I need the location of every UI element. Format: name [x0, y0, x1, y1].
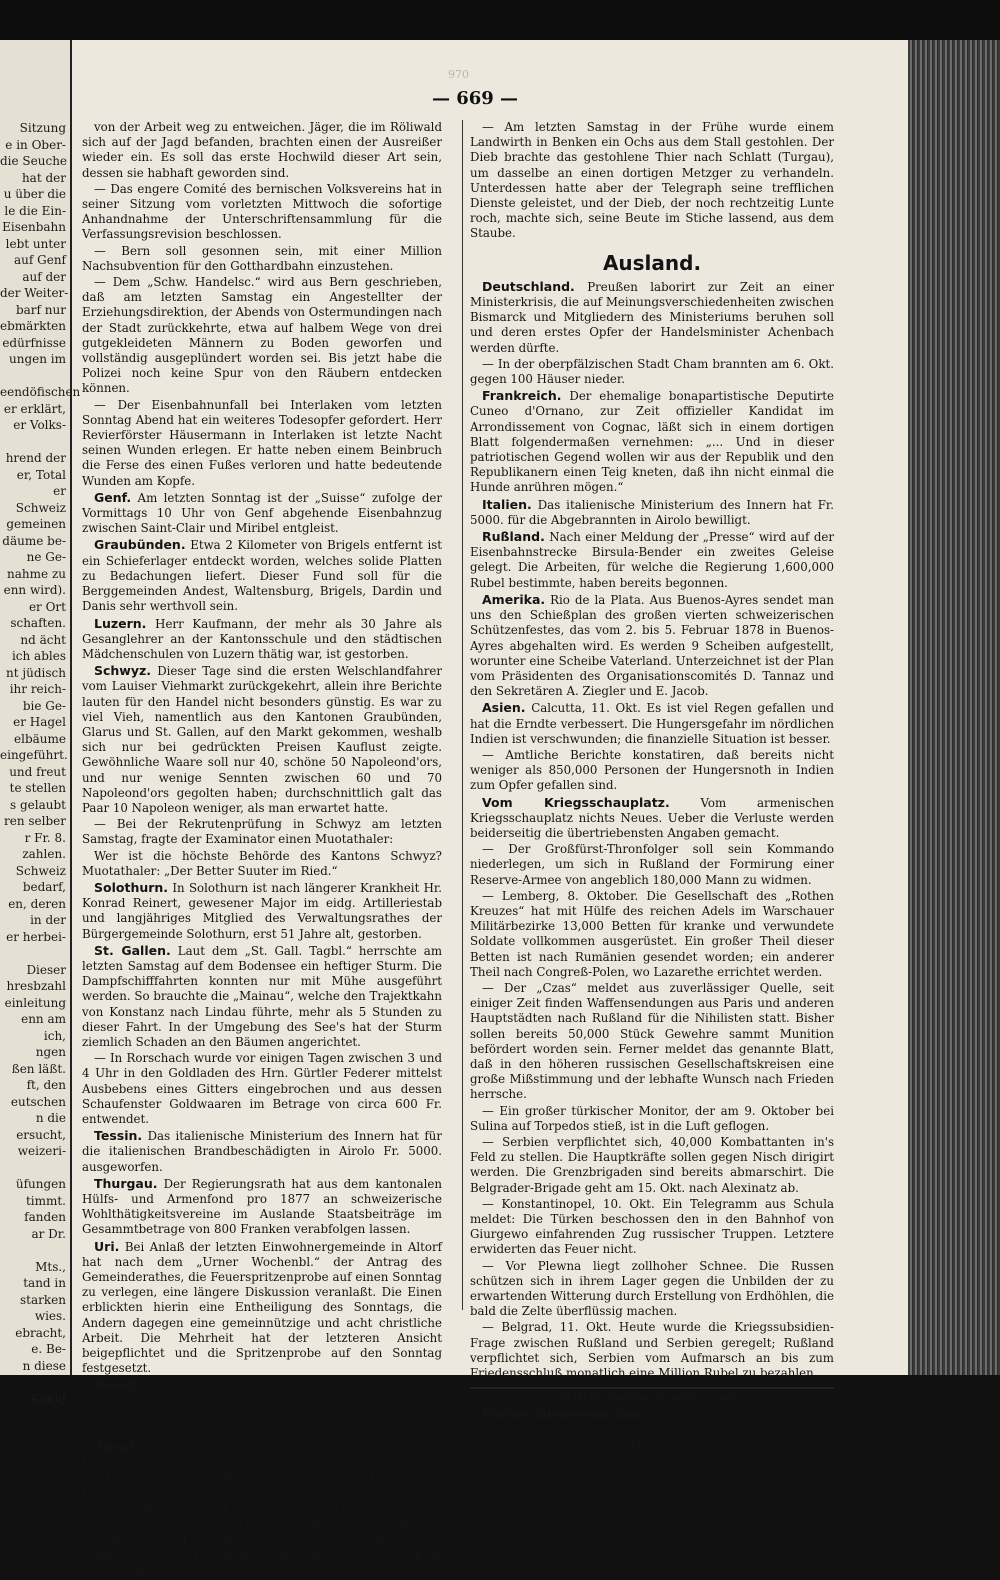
article-text: — Der Großfürst-Thronfolger soll sein Kommando niederlegen, um sich in Rußland der Formirung einer Reserve-Armee von angeblich 180,000 Mann zu widmen.: [470, 842, 834, 887]
article-paragraph: [82, 1239, 442, 1377]
article-heading: Luzern.: [94, 615, 147, 631]
cut-column-line: barf nur: [15, 302, 66, 317]
cut-column-line: wies.: [34, 1309, 66, 1323]
article-heading: Zürich.: [94, 1440, 144, 1456]
article-heading: St. Gallen.: [94, 942, 171, 958]
cut-column-line: und freut: [9, 764, 66, 779]
cut-column-line: däume be-: [2, 533, 66, 548]
article-paragraph: [470, 1104, 834, 1134]
cut-column-line: r Fr. 8.: [24, 830, 66, 845]
right-column: [470, 120, 834, 1478]
cut-column-line: ebracht,: [15, 1325, 66, 1340]
article-paragraph: [82, 1051, 442, 1127]
cut-off-column: [0, 120, 81, 1407]
article-text: — Am letzten Samstag in der Frühe wurde einem Landwirth in Benken ein Ochs aus dem Stall gestohlen. Der Dieb brachte das gestohlene Thier nach Schlatt (Turgau), um dasselbe an einen dortigen Metzger zu verhandeln. Unterdessen hatte aber der Telegraph seine trefflichen Dienste geleistet, und der Dieb, der noch rechtzeitig Lunte roch, machte sich, seine Beute im Stiche lassend, aus dem Staube.: [470, 120, 834, 241]
weather-report: [470, 1408, 834, 1477]
article-heading: Italien.: [482, 496, 532, 512]
cut-column-line: [0, 1374, 66, 1391]
article-text: Der Regierungsrath hat aus dem kantonalen Hülfs- und Armenfond pro 1877 an schweizerische Wohlthätigkeitsvereine im Auslande Staatsbeiträge im Gesammtbetrage von 800 Franken verabfolgen lassen.: [82, 1176, 442, 1237]
article-heading: Uri.: [94, 1238, 120, 1254]
article-paragraph: [82, 1440, 442, 1502]
article-paragraph: [470, 1320, 834, 1381]
article-paragraph: [82, 1503, 442, 1579]
article-paragraph: [470, 842, 834, 888]
article-heading: Tessin.: [94, 1128, 143, 1144]
cut-column-line: weizeri-: [17, 1144, 66, 1158]
cut-column-line: le die Ein-: [4, 203, 66, 218]
cut-column-line: ne Ge-: [26, 550, 66, 564]
cut-column-line: Eisenbahn: [2, 220, 66, 234]
cut-column-line: nt jüdisch: [6, 665, 66, 680]
cut-column-line: bedarf,: [22, 880, 66, 894]
article-paragraph: [470, 1197, 834, 1258]
weather-divider: [470, 1387, 834, 1389]
weather-head: Pariser Observatorium: [482, 1407, 642, 1423]
cut-column-line: e. Be-: [31, 1342, 66, 1356]
cut-column-line: [0, 368, 66, 385]
article-text: Am 9. d. Mts. soll Prinz Napoleon, von Rouher begleitet, von Bern kommend nach Genf gereist sein. Auch der Erzherzog Rudolf von Oesterreich hält sich in der Schweiz auf.: [82, 1378, 442, 1439]
left-column: [82, 120, 442, 1580]
cut-column-line: starken: [20, 1292, 66, 1307]
cut-column-line: hat der: [21, 170, 66, 185]
article-heading: Thurgau.: [94, 1175, 158, 1191]
cut-column-line: [0, 434, 66, 451]
article-text: In Solothurn ist nach längerer Krankheit Hr. Konrad Reinert, gewesener Major im eidg. Artilleriestab und langjähriges Mitglied des Verwaltungsrathes der Bürgergemeinde Solothurn, erst 51 Jahre alt, gestorben.: [82, 880, 443, 941]
cut-column-line: enn am: [21, 1012, 66, 1026]
cut-column-line: ßen läßt.: [11, 1061, 66, 1076]
article-paragraph: [470, 529, 834, 591]
article-text: Der ehemalige bonapartistische Deputirte Cuneo d'Ornano, zur Zeit offizieller Kandidat im Arrondissement von Cognac, läßt sich in einem dortigen Blatt folgendermaßen vernehmen: „... Und in dieser patriotischen Gegend wollen wir aus der Republik und den Republikanern einen Teig kneten, daß ihn nicht einmal die Hunde anrühren mögen.“: [470, 389, 835, 495]
cut-column-line: enn wird).: [3, 583, 66, 597]
cut-column-line: Dieser: [26, 962, 66, 977]
article-text: Bei Anlaß der letzten Einwohnergemeinde in Altorf hat nach dem „Urner Wochenbl.“ der Antrag des Gemeinderathes, die Feuerspritzenprobe auf einen Sonntag zu verlegen, eine längere Diskussion veranlaßt. Die Einen erblickten hierin eine Entheiligung des Sonntags, die Andern dagegen eine gemeinnützige und acht christliche Arbeit. Die Mehrheit hat der letzteren Ansicht beigepflichtet und die Spritzenprobe auf den Sonntag festgesetzt.: [82, 1239, 443, 1376]
article-text: — Das engere Comité des bernischen Volksvereins hat in seiner Sitzung vom vorletzten Mittwoch die sofortige Anhandnahme der Unterschriftensammlung für die Verfassungsrevision beschlossen.: [82, 181, 442, 242]
cut-column-line: Mts.,: [35, 1259, 66, 1274]
cut-column-line: er erklärt,: [3, 401, 66, 416]
bleed-through-text: 970: [448, 68, 469, 81]
article-heading: Genf.: [94, 489, 132, 505]
article-paragraph: [82, 1128, 442, 1175]
article-paragraph: [82, 817, 442, 847]
article-paragraph: [82, 275, 442, 397]
article-paragraph: [470, 388, 834, 495]
article-heading: Vom Kriegsschauplatz.: [482, 794, 670, 810]
cut-column-line: zahlen.: [22, 847, 66, 861]
article-text: Nach einer Meldung der „Presse“ wird auf der Eisenbahnstrecke Birsula-Bender ein zweites Geleise gelegt. Die Arbeiten, für welche die Regierung 1,600,000 Rubel bestimmte, haben bereits begonnen.: [470, 530, 835, 590]
article-text: Der ungetreue Dienstmann, der mit den 10,000 Fr. der Weisenbank in Zürich das Weite suchen wollte, ist ein Kaspar Müller von Hittnau und war früher Buchbinder. Fr. 2500. hat die Bank bis jetzt noch nicht zurückerhalten.: [82, 1441, 443, 1501]
article-heading: Frankreich.: [482, 388, 562, 404]
cut-column-line: der Weiter-: [0, 286, 69, 300]
cut-column-line: s gelaubt: [10, 797, 66, 812]
article-paragraph: [82, 490, 442, 537]
cut-column-line: en, deren: [8, 896, 66, 911]
article-text: — Ein großer türkischer Monitor, der am 9. Oktober bei Sulina auf Torpedos stieß, ist in die Luft geflogen.: [470, 1103, 834, 1133]
article-paragraph: [82, 616, 442, 663]
cut-column-line: gemeinen: [6, 517, 66, 531]
article-paragraph: [82, 943, 442, 1050]
article-heading: Rußland.: [482, 529, 545, 545]
article-text: Preußen laborirt zur Zeit an einer Ministerkrisis, die auf Meinungsverschiedenheiten zwischen Bismarck und Mitgliedern des Ministeriums beruhen soll und deren erstes Opfer der Handelsminister Achenbach werden dürfte.: [470, 279, 834, 355]
cut-column-line: lebt unter: [5, 236, 66, 251]
article-heading: Asien.: [482, 700, 526, 716]
cut-column-line: fanden: [24, 1210, 66, 1224]
article-paragraph: [470, 981, 834, 1103]
cut-column-line: te stellen: [9, 781, 66, 795]
cut-column-line: er Volks-: [13, 418, 66, 432]
article-paragraph: [82, 663, 442, 816]
cut-column-line: eingeführt.: [0, 748, 68, 762]
cut-column-line: er herbei-: [6, 929, 66, 944]
page-number: — 669 —: [431, 88, 519, 109]
cut-column-line: n die: [35, 1111, 66, 1125]
cut-column-line: Sitzung: [19, 121, 66, 135]
article-text: — Der „Czas“ meldet aus zuverlässiger Quelle, seit einiger Zeit finden Waffensendungen aus Paris und anderen Hauptstädten nach Rußland für die Nihilisten statt. Bisher sollen bereits 50,000 Stück Gewehre sammt Munition befördert worden sein. Ferner meldet das genannte Blatt, daß in den höheren russischen Gesellschaftskreisen eine große Mißstimmung und der lebhafte Wunsch nach Frieden herrsche.: [470, 980, 834, 1102]
article-heading: Waadt.: [94, 1377, 144, 1393]
article-paragraph: [82, 880, 442, 942]
cut-column-line: die Seuche: [0, 154, 68, 168]
article-text: Laut dem „St. Gall. Tagbl.“ herrschte am letzten Samstag auf dem Bodensee ein heftiger Sturm. Die Dampfschifffahrten konnten nur mit Mühe ausgeführt werden. So brauchte die „Mainau“, welche den Trajektkahn von Konstanz nach Lindau führte, mehr als 5 Stunden zu dieser Fahrt. In der Umgebung des See's hat der Sturm ziemlich Schaden an den Bäumen angerichtet.: [82, 943, 443, 1049]
cut-column-line: auf der: [22, 269, 66, 284]
cut-column-line: edürfnisse: [2, 335, 66, 350]
cut-column-line: er Ort: [28, 599, 66, 614]
cut-column-line: bie Ge-: [22, 698, 66, 713]
weather-title: Witterungsbeobachtungen.: [560, 1391, 744, 1406]
article-paragraph: [470, 889, 834, 980]
article-paragraph: [470, 748, 834, 794]
article-paragraph: [82, 398, 442, 489]
cut-column-line: König: [30, 1391, 66, 1406]
cut-column-line: hrend der: [5, 451, 66, 465]
article-text: Das italienische Ministerium des Innern hat Fr. 5000. für die Abgebrannten in Airolo bewilligt.: [470, 497, 834, 527]
article-paragraph: [82, 244, 442, 274]
cut-column-line: Schweiz: [15, 500, 66, 515]
article-text: — Serbien verpflichtet sich, 40,000 Kombattanten in's Feld zu stellen. Die Hauptkräfte sollen gegen Nisch dirigirt werden. Die Grenzbrigaden sind bereits abmarschirt. Die Belgrader-Brigade geht am 15. Okt. nach Alexinatz ab.: [470, 1135, 834, 1195]
article-paragraph: [470, 1135, 834, 1196]
cut-column-line: [0, 1160, 66, 1177]
weather-text: vom 11. Okt. Die Hauptdepression befindet sich in der Gegend von Christiansund und eine weitere Depression in den Niederlanden; letztere führt Nord-West-Wind herbei. Derselbe weht stark im Kanal. Der Ozean ist ruhig. Das Wetter ist unverändert. Das Barometer steigt wieder in Valentia.: [470, 1409, 834, 1477]
cut-column-line: nd ächt: [20, 632, 66, 647]
article-text: Herr Kaufmann, der mehr als 30 Jahre als Gesanglehrer an der Kantonsschule und den städtischen Mädchenschulen von Luzern thätig war, ist gestorben.: [82, 616, 442, 661]
article-text: — Konstantinopel, 10. Okt. Ein Telegramm aus Schula meldet: Die Türken beschossen den in den Bahnhof von Giurgewo einfahrenden Zug russischer Truppen. Letztere erwiderten das Feuer nicht.: [470, 1196, 834, 1257]
article-text: Wer ist die höchste Behörde des Kantons Schwyz? Muotathaler: „Der Better Suuter im Ried.“: [82, 848, 442, 878]
article-paragraph: [470, 592, 834, 699]
article-paragraph: [470, 1259, 834, 1320]
cut-column-line: üfungen: [15, 1177, 66, 1191]
cut-column-line: hresbzahl: [6, 979, 66, 993]
cut-column-line: [0, 1242, 66, 1259]
cut-column-line: ich,: [43, 1028, 66, 1043]
cut-column-line: ich ables: [11, 649, 66, 663]
article-paragraph: [470, 795, 834, 842]
article-text: Das italienische Ministerium des Innern hat für die italienischen Brandbeschädigten in Airolo Fr. 5000. ausgeworfen.: [82, 1129, 443, 1174]
article-paragraph: [82, 849, 442, 879]
cut-column-line: eendöfischen: [0, 385, 81, 399]
article-paragraph: [82, 182, 442, 243]
cut-column-line: er Hagel: [13, 715, 66, 729]
section-title-ausland: Ausland.: [602, 250, 702, 275]
article-text: — Vor Plewna liegt zollhoher Schnee. Die Russen schützen sich in ihrem Lager gegen die Unbilden der zu erwartenden Witterung durch Erstellung von Erdhöhlen, die bald die Zelte überflüssig machen.: [470, 1258, 834, 1319]
page-edge-stack: [908, 40, 1000, 1375]
cut-column-line: in der: [30, 913, 66, 927]
cut-column-line: ihr reich-: [9, 682, 66, 696]
cut-column-line: schaften.: [10, 616, 66, 630]
cut-column-line: ft, den: [26, 1078, 66, 1092]
article-paragraph: [470, 497, 834, 528]
article-text: von der Arbeit weg zu entweichen. Jäger, die im Röliwald sich auf der Jagd befanden, brachten einen der Ausreißer wieder ein. Es soll das erste Hochwild dieser Art sein, dessen sie habhaft geworden sind.: [82, 120, 442, 180]
article-text: — Der Eisenbahnunfall bei Interlaken vom letzten Sonntag Abend hat ein weiteres Todesopfer gefordert. Herr Revierförster Häusermann in Interlaken ist letzte Nacht seinen Wunden erlegen. Er hatte neben einem Beinbruch die Ferse des einen Fußes verloren und hatte bedeutende Wunden am Kopfe.: [82, 397, 442, 488]
article-heading: Schwyz.: [94, 663, 152, 679]
cut-column-line: ar Dr.: [31, 1226, 66, 1241]
article-paragraph: [82, 537, 442, 614]
cut-column-line: einleitung: [4, 995, 66, 1010]
cut-column-line: nahme zu: [7, 566, 66, 581]
article-text: — Dem „Schw. Handelsc.“ wird aus Bern geschrieben, daß am letzten Samstag ein Angestellter der Erziehungsdirektion, der Abends von Ostermundingen nach der Stadt zurückkehrte, etwa auf halbem Wege von drei gutgekleideten Männern zu Boden geworfen und vollständig ausgeplündert worden sei. Bis jetzt habe die Polizei noch keine Spur von den Räubern entdecken können.: [82, 275, 442, 396]
article-text: — Bern soll gesonnen sein, mit einer Million Nachsubvention für den Gotthardbahn einzustehen.: [82, 243, 442, 273]
cut-column-line: eutschen: [10, 1094, 66, 1109]
article-heading: Deutschland.: [482, 278, 575, 294]
cut-column-line: ersucht,: [16, 1127, 66, 1142]
article-heading: Amerika.: [482, 591, 546, 607]
cut-column-line: auf Genf: [14, 253, 66, 267]
article-text: Calcutta, 11. Okt. Es ist viel Regen gefallen und hat die Erndte verbessert. Die Hungersgefahr im nördlichen Indien ist verschwunden; die finanzielle Situation ist besser.: [470, 701, 834, 746]
article-text: Vom armenischen Kriegsschauplatz nichts Neues. Ueber die Verluste werden beiderseitig die übertriebensten Angaben gemacht.: [470, 795, 834, 840]
article-paragraph: [470, 700, 834, 747]
cut-column-line: ngen: [35, 1045, 66, 1059]
article-paragraph: [470, 279, 834, 356]
article-paragraph: [82, 1377, 442, 1439]
article-text: — Amtliche Berichte konstatiren, daß bereits nicht weniger als 850,000 Personen der Hungersnoth in Indien zum Opfer gefallen sind.: [470, 747, 834, 793]
article-text: — In Rorschach wurde vor einigen Tagen zwischen 3 und 4 Uhr in den Goldladen des Hrn. Gürtler Federer mittelst Ausbebens eines Gitters eingebrochen und aus dessen Schaufenster Goldwaaren im Betrage von circa 600 Fr. entwendet.: [82, 1051, 442, 1126]
cut-column-line: tand in: [23, 1276, 66, 1290]
article-paragraph: [470, 357, 834, 387]
article-text: — In der oberpfälzischen Stadt Cham brannten am 6. Okt. gegen 100 Häuser nieder.: [470, 356, 834, 387]
cut-column-line: u über die: [3, 187, 66, 201]
article-text: — Lemberg, 8. Oktober. Die Gesellschaft des „Rothen Kreuzes“ hat mit Hülfe des reichen Adels im Warschauer Militärbezirke 13,000 Betten für kranke und verwundete Soldate vollkommen ausgerüstet. Ein großer Theil dieser Betten ist nach Rumänien gesendet worden; ein anderer Theil nach Congreß-Polen, wo Lazarethe errichtet werden.: [470, 888, 834, 979]
article-heading: Graubünden.: [94, 537, 186, 553]
ausland-articles: [470, 279, 834, 1381]
article-paragraph: [82, 120, 442, 181]
article-paragraph: [470, 120, 834, 242]
cut-column-line: Schweiz: [15, 863, 66, 878]
cut-column-line: n diese: [22, 1358, 66, 1373]
article-text: Etwa 2 Kilometer von Brigels entfernt ist ein Schieferlager entdeckt worden, welches solide Platten zu Bedachungen liefert. Dieser Fund soll für die Berggemeinden Andest, Waltensburg, Brigels, Dardin und Danis sehr werthvoll sein.: [82, 538, 443, 614]
cut-column-line: er: [53, 484, 66, 498]
article-text: — Bei der Rekrutenprüfung in Schwyz am letzten Samstag, fragte der Examinator einen Muotathaler:: [82, 817, 442, 847]
right-column-top: [470, 120, 834, 242]
cut-column-line: ren selber: [4, 814, 66, 828]
cut-column-line: [0, 945, 66, 962]
cut-column-line: elbäume: [14, 731, 66, 746]
article-text: Rio de la Plata. Aus Buenos-Ayres sendet man uns den Schießplan des großen vierten schweizerischen Schützenfestes, das vom 2. bis 5. Februar 1878 in Buenos-Ayres abgehalten wird. Es werden 9 Scheiben aufgestellt, worunter eine Scheibe Vaterland. Unterzeichnet ist der Plan vom Präsidenten des Organisationscomités D. Tannaz und den Sekretären A. Ziegler und E. Jacob.: [470, 592, 834, 699]
article-paragraph: [82, 1176, 442, 1238]
article-heading: Solothurn.: [94, 879, 169, 895]
article-text: — Eine Wärterin im Kantonsspital Zürich hat die Arznei mit Schwefelsäure verwechselt und dadurch eine Kranke getödtet. Sie ist für diese Unvorsichtigkeit zu 200 Fr. Geldbuße und 80 Fr. jährliche Entschädigung an das Kind der Getödteten verfällt worden.: [82, 1503, 442, 1578]
cut-column-line: ungen im: [9, 352, 66, 366]
article-text: Am letzten Sonntag ist der „Suisse“ zufolge der Vormittags 10 Uhr von Genf abgehende Eisenbahnzug zwischen Saint-Clair und Miribel entgleist.: [82, 490, 442, 536]
cut-column-line: e in Ober-: [5, 137, 66, 152]
article-text: Dieser Tage sind die ersten Welschlandfahrer vom Lauiser Viehmarkt zurückgekehrt, allein ihre Berichte lauten für den Handel nicht besonders günstig. Es war zu viel Vieh, namentlich aus den Kantonen Graubünden, Glarus und St. Gallen, auf den Markt gekommen, weshalb sich nur bei gedrückten Preisen Kauflust zeigte. Gewöhnliche Waare soll nur 40, schöne 50 Napoleond'ors, und nur wenige Sennten zwischen 60 und 70 Napoleond'ors gegolten haben; durchschnittlich galt das Paar 10 Napoleon weniger, als man erwartet hatte.: [82, 664, 442, 815]
column-divider: [462, 120, 463, 1310]
cut-column-line: ebmärkten: [0, 319, 66, 333]
cut-column-line: timmt.: [25, 1193, 66, 1208]
article-text: — Belgrad, 11. Okt. Heute wurde die Kriegssubsidien-Frage zwischen Rußland und Serbien geregelt; Rußland verpflichtet sich, Serbien vom Aufmarsch an bis zum Friedensschluß monatlich eine Million Rubel zu bezahlen.: [470, 1320, 834, 1381]
cut-column-line: er, Total: [16, 467, 66, 482]
